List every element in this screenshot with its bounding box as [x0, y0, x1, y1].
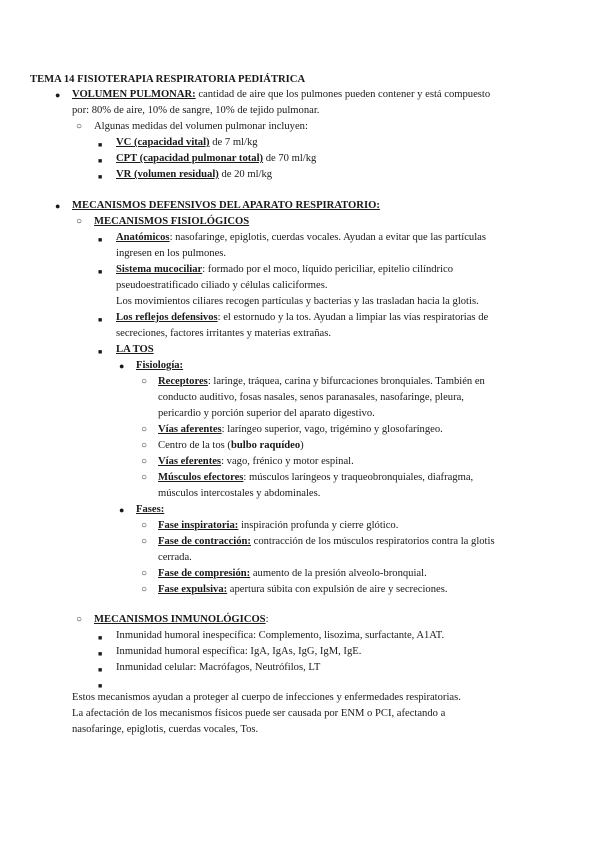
item-cpt: CPT (capacidad pulmonar total) de 70 ml/kg — [116, 153, 317, 164]
volumen-paragraph-line2: por: 80% de aire, 10% de sangre, 10% de tejido pulmonar. — [72, 105, 320, 116]
bullet-square: ■ — [98, 348, 103, 356]
fisiologia-heading: Fisiología: — [136, 360, 184, 371]
item-vr: VR (volumen residual) de 20 ml/kg — [116, 169, 273, 180]
defensivos-heading: MECANISMOS DEFENSIVOS DEL APARATO RESPIRATORIO: — [72, 200, 380, 211]
bullet-square: ■ — [98, 682, 103, 690]
bullet-square: ■ — [98, 666, 103, 674]
bullet-circle: ○ — [141, 536, 148, 547]
bullet-circle: ○ — [76, 121, 83, 132]
bullet-square: ■ — [98, 316, 103, 324]
receptores-line1: Receptores: laringe, tráquea, carina y bifurcaciones bronquiales. También en — [158, 376, 485, 387]
bullet-circle: ○ — [141, 584, 148, 595]
receptores-line2: conducto auditivo, fosas nasales, senos paranasales, nasofaringe, pleura, — [158, 392, 464, 403]
inmuno-item1: Inmunidad humoral inespecífica: Complemento, lisozima, surfactante, A1AT. — [116, 630, 445, 641]
bullet-square: ■ — [98, 173, 103, 181]
closing-line3: nasofaringe, epiglotis, cuerdas vocales, Tos. — [72, 724, 259, 735]
inmuno-item3: Inmunidad celular: Macrófagos, Neutrófilos, LT — [116, 662, 321, 673]
fases-heading: Fases: — [136, 504, 165, 515]
mucociliar-line3: Los movimientos ciliares recogen partículas y bacterias y las trasladan hacia la glotis. — [116, 296, 479, 307]
tos-heading: LA TOS — [116, 344, 154, 355]
inmuno-item2: Inmunidad humoral específica: IgA, IgAs, IgG, IgM, IgE. — [116, 646, 362, 657]
bullet-circle: ○ — [141, 520, 148, 531]
item-vc: VC (capacidad vital) de 7 ml/kg — [116, 137, 258, 148]
bullet-circle: ○ — [76, 614, 83, 625]
bullet-square: ■ — [98, 141, 103, 149]
volumen-label: VOLUMEN PULMONAR: — [72, 89, 196, 100]
bullet-disc: ● — [55, 90, 61, 100]
volumen-paragraph-line1: VOLUMEN PULMONAR: cantidad de aire que los pulmones pueden contener y está compuesto — [72, 89, 491, 100]
anatomicos-line2: ingresen en los pulmones. — [116, 248, 227, 259]
fase-contraccion-line2: cerrada. — [158, 552, 192, 563]
bullet-circle: ○ — [141, 456, 148, 467]
document-title: TEMA 14 FISIOTERAPIA RESPIRATORIA PEDIÁTRICA — [30, 74, 306, 85]
centro-line: Centro de la tos (bulbo raquídeo) — [158, 440, 304, 451]
bullet-square: ■ — [98, 157, 103, 165]
bullet-disc: ● — [55, 201, 61, 211]
bullet-circle: ○ — [141, 376, 148, 387]
volumen-medidas: Algunas medidas del volumen pulmonar incluyen: — [94, 121, 308, 132]
bullet-square: ■ — [98, 634, 103, 642]
fase-inspiratoria: Fase inspiratoria: inspiración profunda y cierre glótico. — [158, 520, 399, 531]
mucociliar-line1: Sistema mucociliar: formado por el moco, líquido periciliar, epitelio cilíndrico — [116, 264, 454, 275]
mucociliar-line2: pseudoestratificado ciliado y células caliciformes. — [116, 280, 328, 291]
fisiologicos-heading: MECANISMOS FISIOLÓGICOS — [94, 216, 250, 227]
fase-compresion: Fase de compresión: aumento de la presión alveolo-bronquial. — [158, 568, 427, 579]
anatomicos-line1: Anatómicos: nasofaringe, epiglotis, cuerdas vocales. Ayudan a evitar que las partículas — [116, 232, 486, 243]
musculos-line2: músculos intercostales y abdominales. — [158, 488, 321, 499]
bullet-circle: ○ — [141, 568, 148, 579]
bullet-square: ■ — [98, 236, 103, 244]
fase-expulsiva: Fase expulsiva: apertura súbita con expulsión de aire y secreciones. — [158, 584, 448, 595]
bullet-circle: ○ — [141, 440, 148, 451]
reflejos-line1: Los reflejos defensivos: el estornudo y la tos. Ayudan a limpiar las vías respiratorias de — [116, 312, 489, 323]
bullet-square: ■ — [98, 268, 103, 276]
bullet-circle: ○ — [76, 216, 83, 227]
bullet-circle: ○ — [141, 472, 148, 483]
bullet-circle: ○ — [141, 424, 148, 435]
aferentes-line: Vías aferentes: laríngeo superior, vago, trigémino y glosofaríngeo. — [158, 424, 443, 435]
eferentes-line: Vías eferentes: vago, frénico y motor espinal. — [158, 456, 354, 467]
musculos-line1: Músculos efectores: músculos laríngeos y traqueobronquiales, diafragma, — [158, 472, 474, 483]
inmuno-heading: MECANISMOS INMUNOLÓGICOS: — [94, 614, 269, 625]
closing-line2: La afectación de los mecanismos físicos puede ser causada por ENM o PCI, afectando a — [72, 708, 446, 719]
receptores-line3: pericardio y porción superior del aparato digestivo. — [158, 408, 375, 419]
fase-contraccion-line1: Fase de contracción: contracción de los músculos respiratorios contra la glotis — [158, 536, 495, 547]
bullet-disc: ● — [119, 505, 125, 515]
bullet-square: ■ — [98, 650, 103, 658]
bullet-disc: ● — [119, 361, 125, 371]
closing-line1: Estos mecanismos ayudan a proteger al cuerpo de infecciones y enfermedades respiratorias. — [72, 692, 461, 703]
reflejos-line2: secreciones, factores irritantes y materias extrañas. — [116, 328, 332, 339]
